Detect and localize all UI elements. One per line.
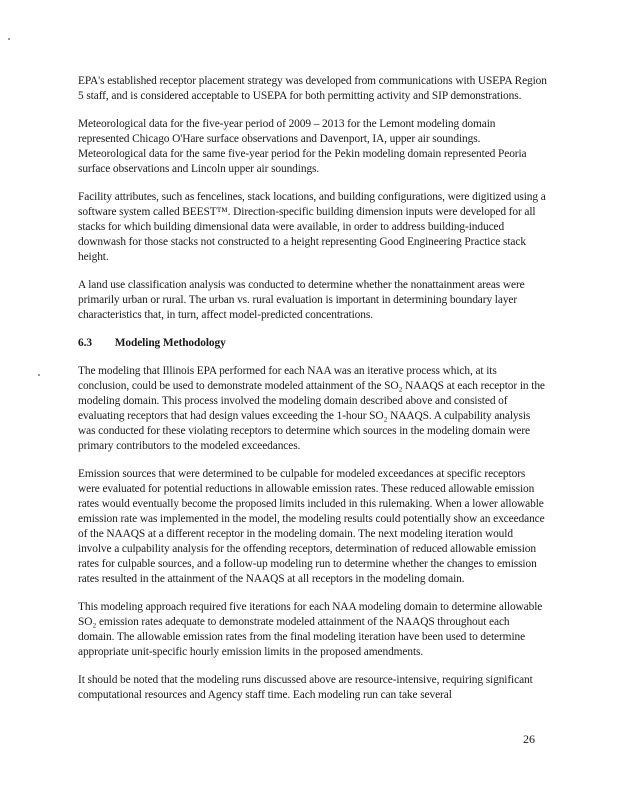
paragraph-modeling-approach: This modeling approach required five iterations for each NAA modeling domain to determine allowable SO₂ emission rates adequate to demonstrate modeled attainment of the NAAQS throughout each domain. The allowable emission rates from the final modeling iteration have been used to determine appropriate unit-specific hourly emission limits in the proposed amendments. <box>78 601 543 658</box>
page-body <box>78 74 548 716</box>
page-number: 26 <box>523 732 535 746</box>
scan-speck <box>8 38 10 40</box>
paragraph-emission-sources: Emission sources that were determined to be culpable for modeled exceedances at specific receptors were evaluated for potential reductions in allowable emission rates. These reduced allowable emission rates would eventually become the proposed limits included in this rulemaking. When a lower allowable emission rate was implemented in the model, the modeling results could potentially show an exceedance of the NAAQS at a different receptor in the modeling domain. The next modeling iteration would involve a culpability analysis for the offending receptors, determination of reduced allowable emission rates for culpable sources, and a follow-up modeling run to determine whether the changes to emission rates resulted in the attainment of the NAAQS at all receptors in the modeling domain. <box>78 468 545 585</box>
paragraph-facility-attributes: Facility attributes, such as fencelines, stack locations, and building configurations, were digitized using a software system called BEEST™. Direction-specific building dimension inputs were developed for all stacks for which building dimensional data were available, in order to address building-induced downwash for those stacks not constructed to a height representing Good Engineering Practice stack height. <box>78 191 546 263</box>
section-number: 6.3 <box>78 337 92 349</box>
scan-speck <box>38 374 40 376</box>
paragraph-resource-note: It should be noted that the modeling runs discussed above are resource-intensive, requiring significant computational resources and Agency staff time. Each modeling run can take several <box>78 674 533 701</box>
section-title: Modeling Methodology <box>114 337 226 349</box>
section-heading <box>78 336 548 351</box>
paragraph-meteorological-data: Meteorological data for the five-year period of 2009 – 2013 for the Lemont modeling domain represented Chicago O'Hare surface observations and Davenport, IA, upper air soundings. Meteorological data for the same five-year period for the Pekin modeling domain represented Peoria surface observations and Lincoln upper air soundings. <box>78 118 527 175</box>
paragraph-land-use: A land use classification analysis was conducted to determine whether the nonattainment areas were primarily urban or rural. The urban vs. rural evaluation is important in determining boundary layer characteristics that, in turn, affect model-predicted concentrations. <box>78 279 525 321</box>
paragraph-receptor-placement: EPA's established receptor placement strategy was developed from communications with USEPA Region 5 staff, and is considered acceptable to USEPA for both permitting activity and SIP demonstrations. <box>78 75 547 102</box>
paragraph-iterative-process: The modeling that Illinois EPA performed for each NAA was an iterative process which, at its conclusion, could be used to demonstrate modeled attainment of the SO₂ NAAQS at each receptor in the modeling domain. This process involved the modeling domain described above and consisted of evaluating receptors that had design values exceeding the 1-hour SO₂ NAAQS. A culpability analysis was conducted for these violating receptors to determine which sources in the modeling domain were primary contributors to the modeled exceedances. <box>78 365 545 452</box>
